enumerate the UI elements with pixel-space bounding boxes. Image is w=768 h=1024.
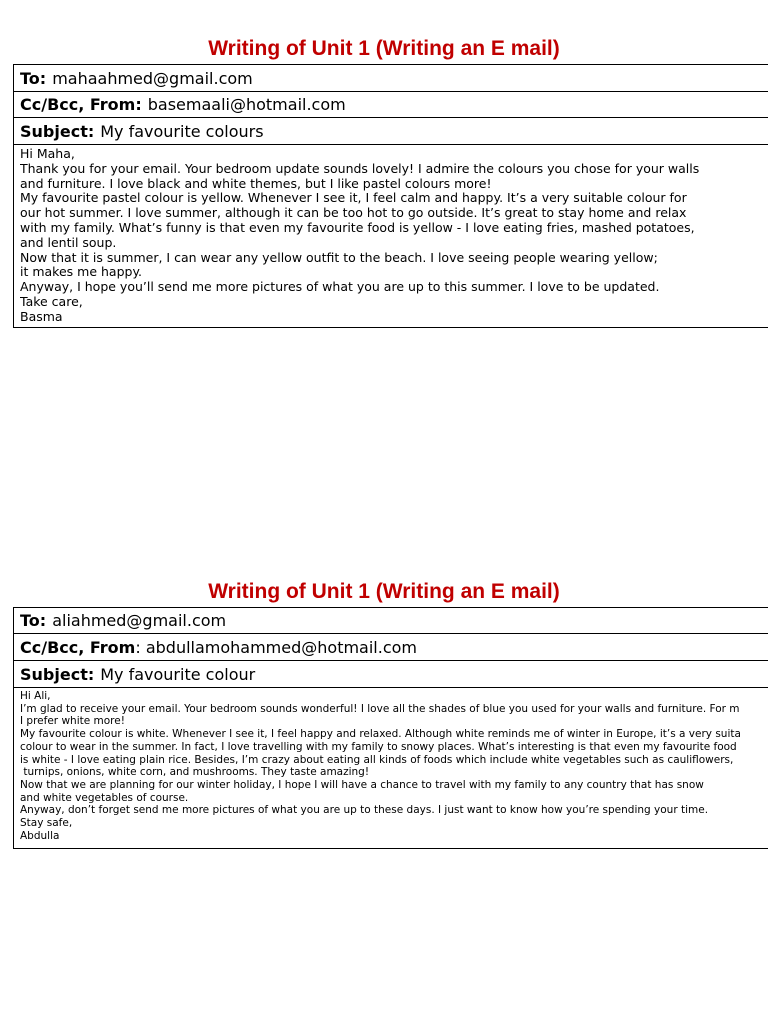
to-value: aliahmed@gmail.com	[52, 611, 227, 630]
body-line: Abdulla	[20, 829, 60, 842]
email-2-body	[14, 688, 768, 848]
subject-value: My favourite colours	[100, 121, 264, 141]
body-line: Hi Maha,	[20, 147, 75, 161]
cc-from-label: Cc/Bcc, From:	[20, 95, 142, 114]
email-1-form	[13, 64, 768, 328]
body-line: colour to wear in the summer. In fact, I love travelling with my family to snowy places. What’s interesting is that even my favourite food	[20, 740, 737, 753]
email-2-subject-row	[14, 661, 768, 688]
email-2-to-row	[14, 608, 768, 634]
body-line: with my family. What’s funny is that even my favourite food is yellow - I love eating fries, mashed potatoes,	[20, 220, 695, 235]
body-line: My favourite pastel colour is yellow. Whenever I see it, I feel calm and happy. It’s a very suitable colour for	[20, 191, 687, 206]
body-line: it makes me happy.	[20, 265, 143, 280]
email-2-ccfrom-row	[14, 634, 768, 661]
cc-from-value: basemaali@hotmail.com	[147, 95, 346, 114]
body-line: is white - I love eating plain rice. Besides, I’m crazy about eating all kinds of foods which include white vegetables such as cauliflowers,	[20, 753, 734, 766]
body-line: Stay safe,	[20, 817, 73, 830]
cc-from-value: : abdullamohammed@hotmail.com	[135, 637, 418, 657]
body-line: Now that we are planning for our winter holiday, I hope I will have a chance to travel with my family to any country that has snow	[20, 778, 704, 791]
body-line: Take care,	[20, 294, 83, 309]
subject-value: My favourite colour	[100, 664, 256, 684]
subject-label: Subject:	[20, 121, 95, 141]
to-label: To:	[20, 611, 47, 630]
email-1-ccfrom-row	[14, 92, 768, 118]
cc-from-label: Cc/Bcc, From	[20, 637, 136, 657]
email-1-subject-row	[14, 118, 768, 145]
body-line: Anyway, don’t forget send me more pictures of what you are up to these days. I just want to know how you’re spending your time.	[20, 804, 709, 817]
body-line: Basma	[20, 309, 63, 324]
body-line: My favourite colour is white. Whenever I see it, I feel happy and relaxed. Although white reminds me of winter in Europe, it’s a very suita	[20, 728, 741, 741]
to-value: mahaahmed@gmail.com	[52, 68, 253, 88]
body-line: Hi Ali,	[20, 690, 51, 702]
email-1-to-row	[14, 65, 768, 92]
email-2-title: Writing of Unit 1 (Writing an E mail)	[208, 580, 560, 603]
email-1-title: Writing of Unit 1 (Writing an E mail)	[208, 37, 560, 60]
to-label: To:	[20, 68, 47, 88]
body-line: turnips, onions, white corn, and mushrooms. They taste amazing!	[20, 766, 370, 779]
body-line: and lentil soup.	[20, 235, 117, 250]
subject-label: Subject:	[20, 664, 95, 684]
body-line: I’m glad to receive your email. Your bedroom sounds wonderful! I love all the shades of blue you used for your walls and furniture. For m	[20, 702, 740, 715]
body-line: and white vegetables of course.	[20, 791, 189, 804]
body-line: Thank you for your email. Your bedroom update sounds lovely! I admire the colours you chose for your walls	[20, 161, 700, 176]
email-1-body	[14, 145, 768, 327]
body-line: our hot summer. I love summer, although it can be too hot to go outside. It’s great to stay home and relax	[20, 206, 687, 221]
body-line: Anyway, I hope you’ll send me more pictures of what you are up to this summer. I love to be updated.	[20, 280, 660, 295]
body-line: I prefer white more!	[20, 715, 125, 728]
body-line: and furniture. I love black and white themes, but I like pastel colours more!	[20, 176, 492, 191]
body-line: Now that it is summer, I can wear any yellow outfit to the beach. I love seeing people wearing yellow;	[20, 250, 658, 265]
email-2-form	[13, 607, 768, 849]
